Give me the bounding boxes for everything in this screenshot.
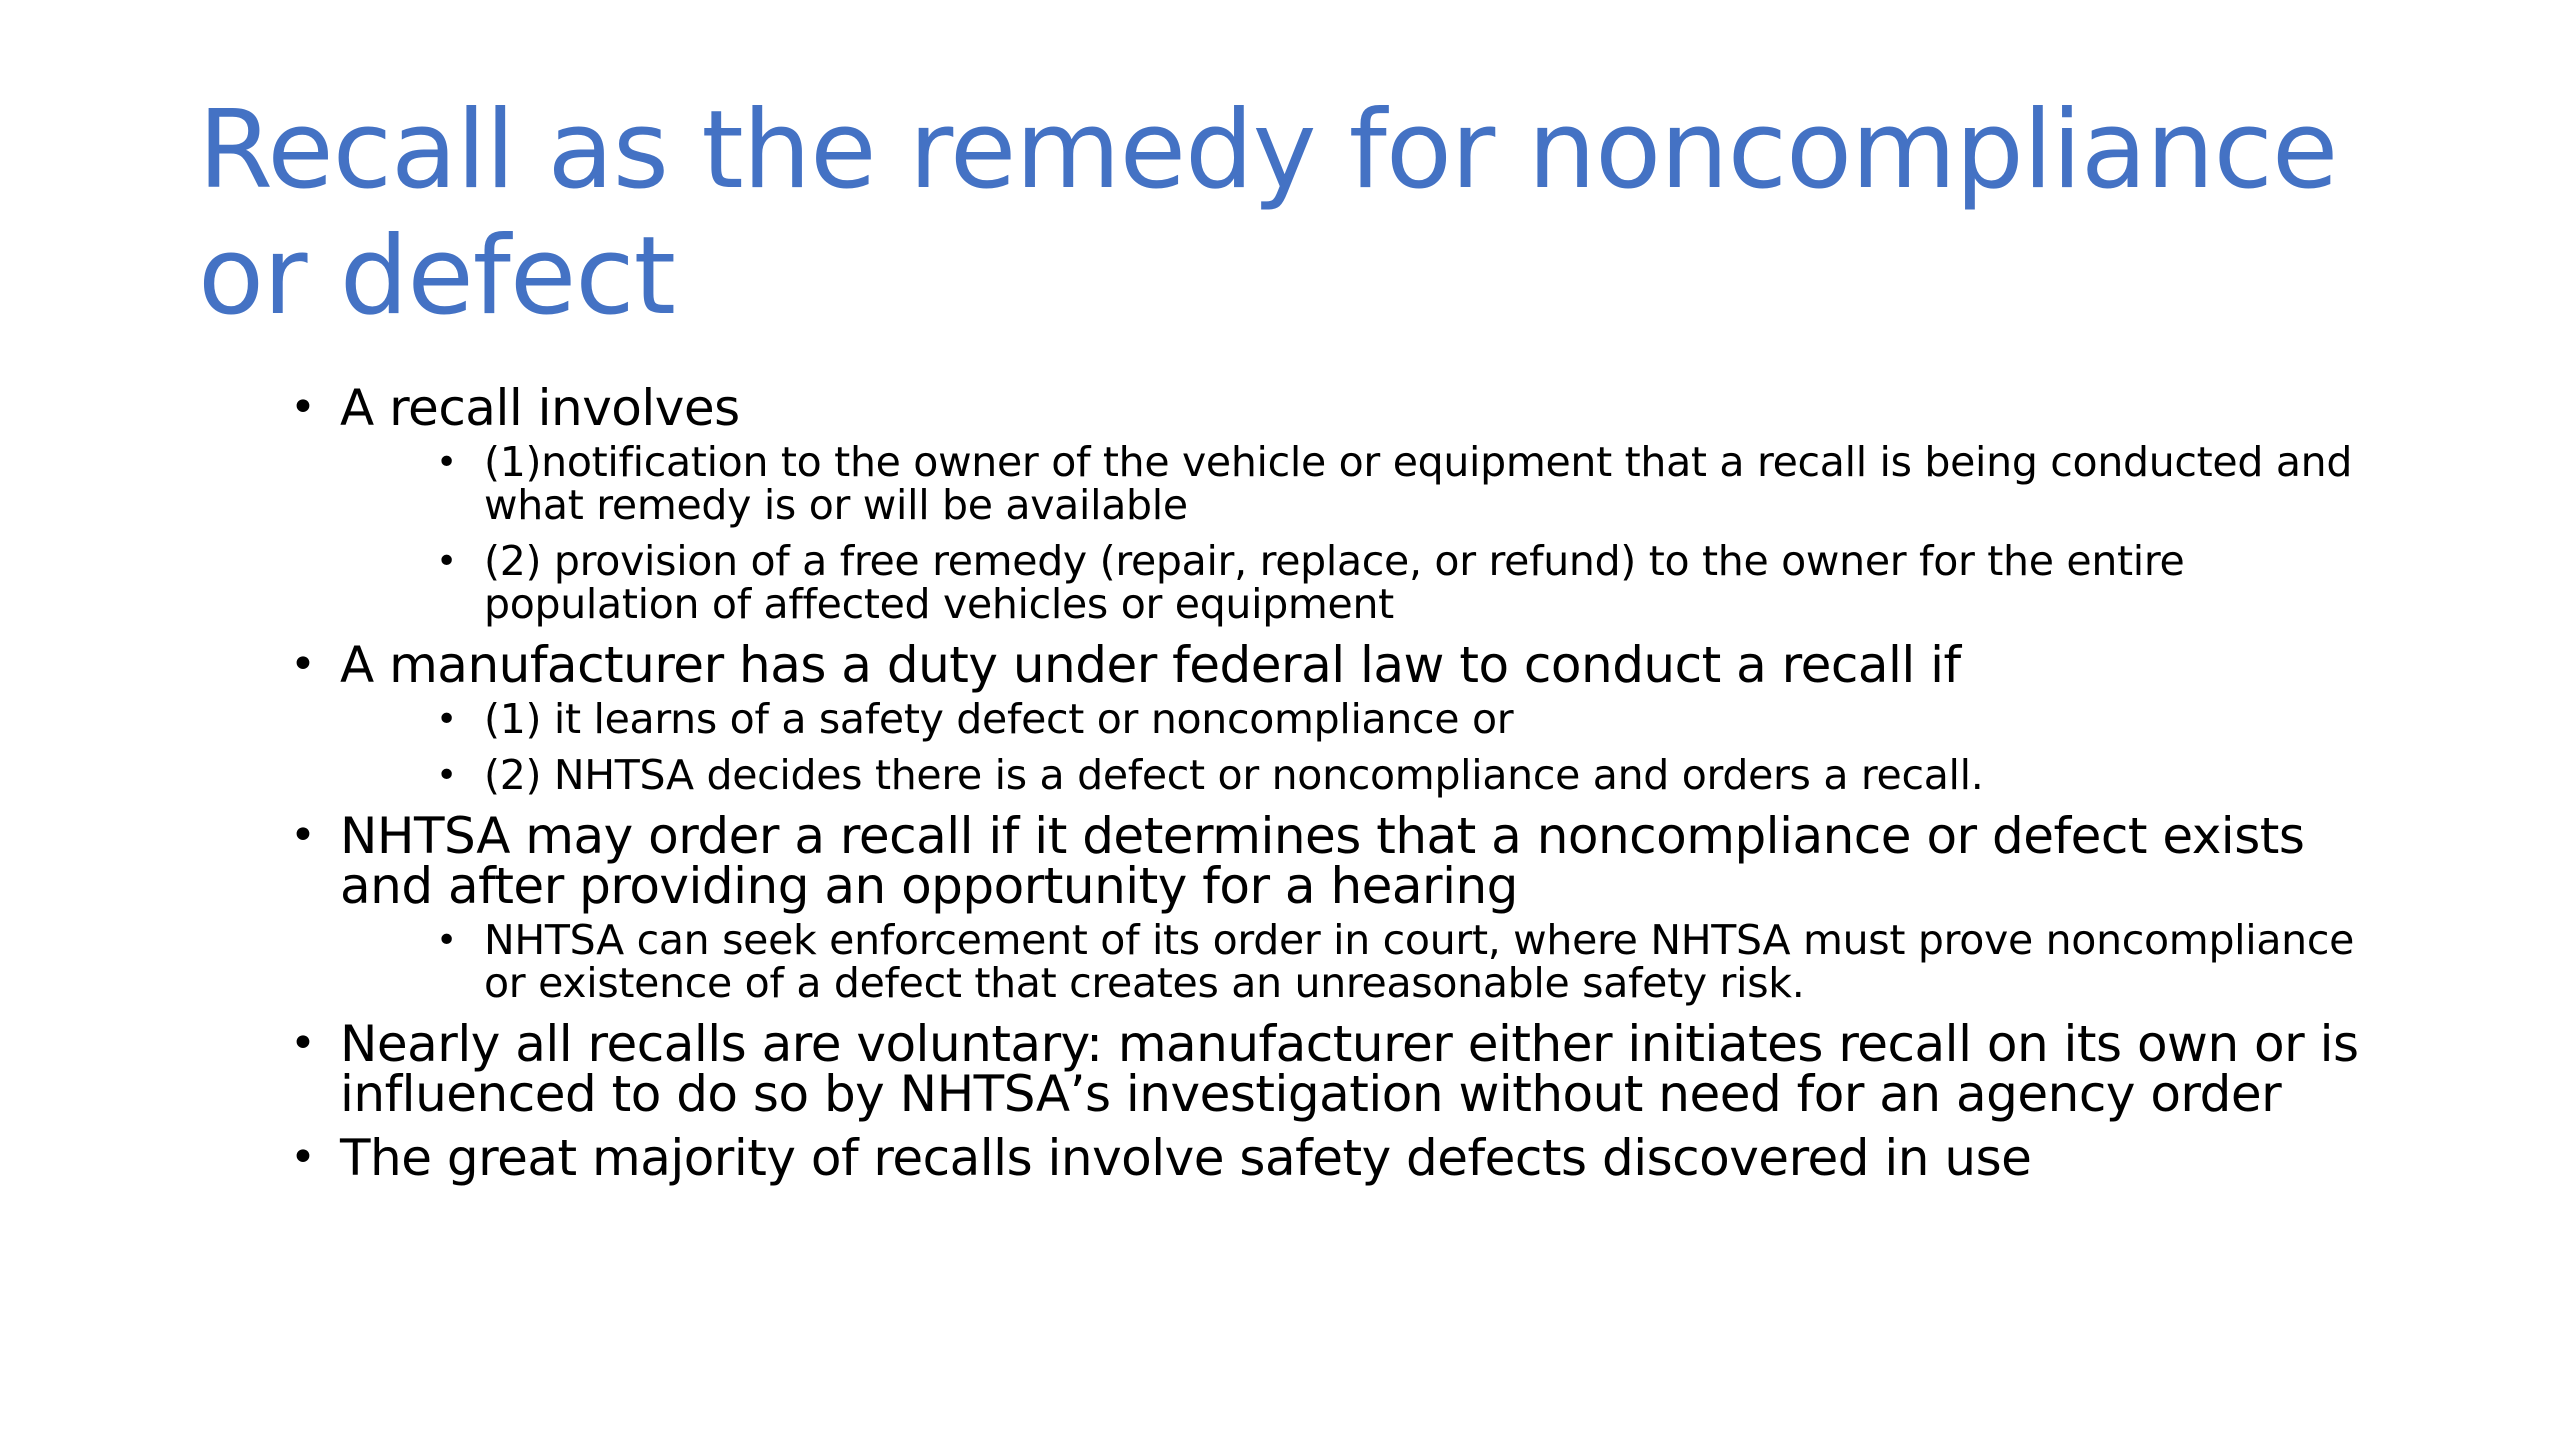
sub-bullet-text: NHTSA can seek enforcement of its order in court, where NHTSA must prove noncompliance or existence of a defect that creates an unreasonable safety risk.	[484, 916, 2355, 1007]
bullet-icon: •	[436, 541, 457, 582]
bullet-icon: •	[436, 699, 457, 740]
sub-bullet-text: (2) NHTSA decides there is a defect or noncompliance and orders a recall.	[484, 751, 1984, 799]
bullet-icon: •	[436, 755, 457, 796]
sub-bullet-item	[436, 438, 2370, 529]
bullet-text: A recall involves	[340, 379, 740, 437]
bullet-list	[290, 379, 2370, 1187]
bullet-text: A manufacturer has a duty under federal law to conduct a recall if	[340, 636, 1961, 694]
bullet-item	[290, 379, 2370, 628]
sub-bullet-list	[340, 695, 2370, 799]
sub-bullet-text: (1) it learns of a safety defect or noncompliance or	[484, 695, 1514, 743]
bullet-icon: •	[290, 1132, 316, 1183]
bullet-text: Nearly all recalls are voluntary: manufacturer either initiates recall on its own or is influenced to do so by NHTSA’s investigation without need for an agency order	[340, 1015, 2359, 1123]
sub-bullet-list	[340, 438, 2370, 628]
sub-bullet-item	[436, 916, 2370, 1007]
sub-bullet-item	[436, 751, 2370, 799]
bullet-text: NHTSA may order a recall if it determines that a noncompliance or defect exists and after providing an opportunity for a hearing	[340, 807, 2305, 915]
bullet-icon: •	[436, 920, 457, 961]
sub-bullet-item	[436, 695, 2370, 743]
bullet-text: The great majority of recalls involve safety defects discovered in use	[340, 1129, 2032, 1187]
sub-bullet-text: (1)notification to the owner of the vehicle or equipment that a recall is being conducted and what remedy is or will be available	[484, 438, 2353, 529]
slide-title: Recall as the remedy for noncompliance or defect	[198, 88, 2338, 339]
bullet-icon: •	[436, 442, 457, 483]
bullet-item	[290, 1129, 2370, 1187]
bullet-icon: •	[290, 810, 316, 861]
sub-bullet-item	[436, 537, 2370, 628]
sub-bullet-list	[340, 916, 2370, 1007]
bullet-item	[290, 636, 2370, 799]
bullet-icon: •	[290, 1018, 316, 1069]
bullet-icon: •	[290, 639, 316, 690]
bullet-item	[290, 807, 2370, 1007]
sub-bullet-text: (2) provision of a free remedy (repair, replace, or refund) to the owner for the entire population of affected vehicles or equipment	[484, 537, 2185, 628]
bullet-icon: •	[290, 382, 316, 433]
bullet-item	[290, 1015, 2370, 1123]
